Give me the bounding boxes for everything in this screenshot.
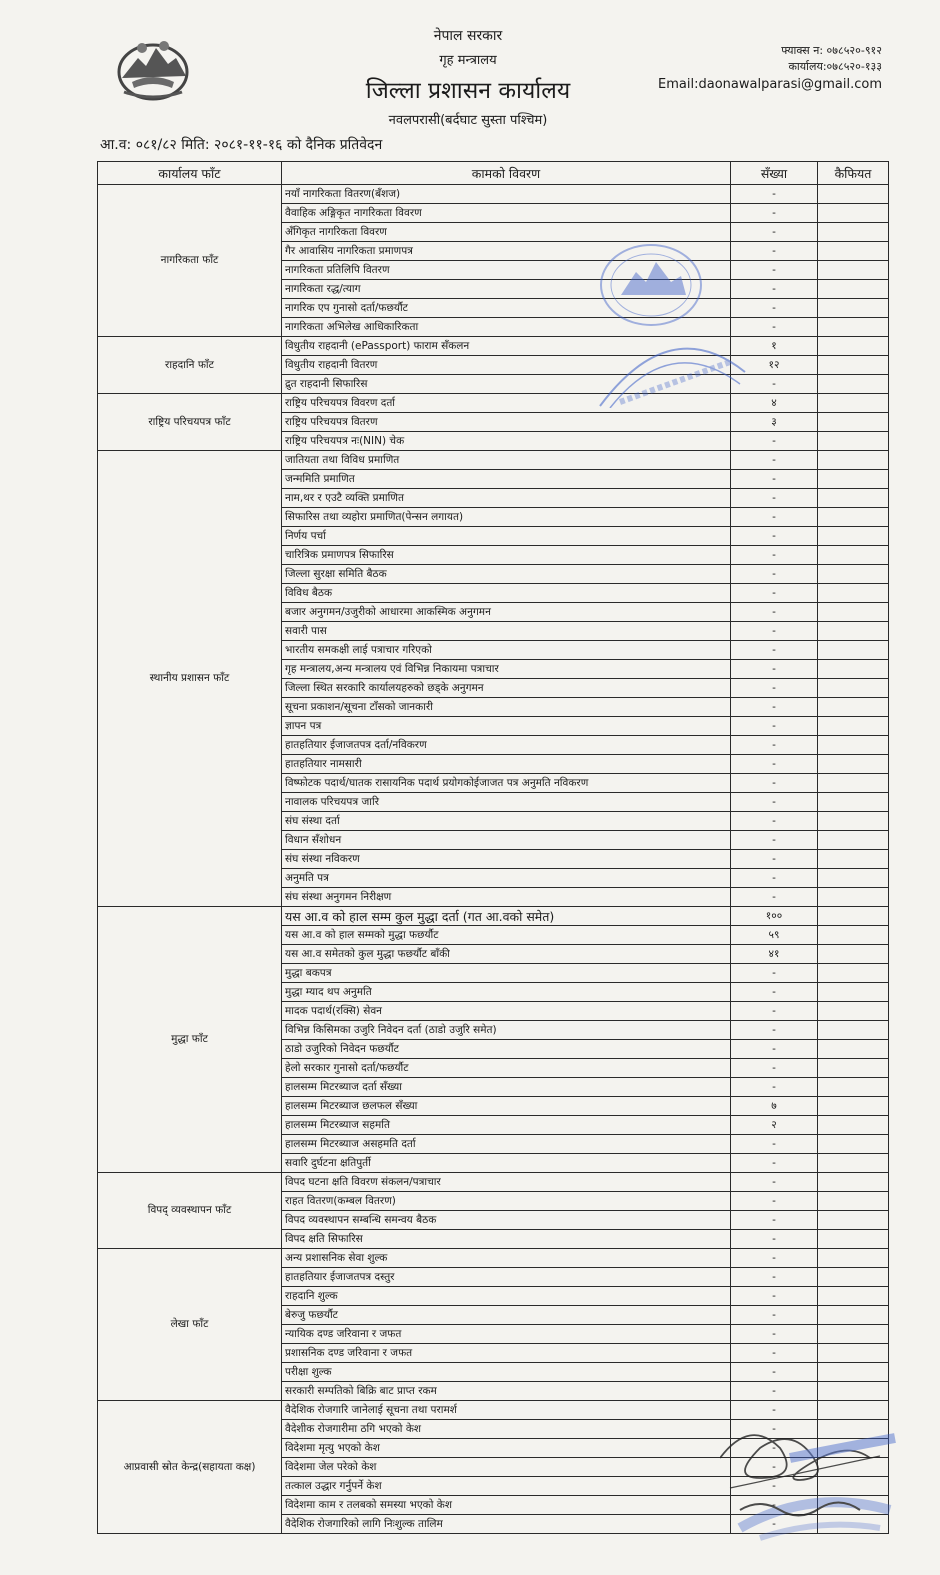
work-count: - bbox=[731, 1477, 818, 1496]
work-description: राष्ट्रिय परिचयपत्र वितरण bbox=[282, 413, 731, 432]
work-count: - bbox=[731, 1306, 818, 1325]
work-description: जातियता तथा विविध प्रमाणित bbox=[282, 451, 731, 470]
work-description: विधुतीय राहदानी वितरण bbox=[282, 356, 731, 375]
remarks-cell bbox=[818, 1135, 889, 1154]
section-name: स्थानीय प्रशासन फाँट bbox=[98, 451, 282, 907]
remarks-cell bbox=[818, 1363, 889, 1382]
work-count: - bbox=[731, 1496, 818, 1515]
section-name: विपद् व्यवस्थापन फाँट bbox=[98, 1173, 282, 1249]
work-description: यस आ.व समेतको कुल मुद्धा फछर्यौट बाँकी bbox=[282, 945, 731, 964]
remarks-cell bbox=[818, 831, 889, 850]
work-description: वैदेशिक रोजगारिको लागि निःशुल्क तालिम bbox=[282, 1515, 731, 1534]
office-location: नवलपरासी(बर्दघाट सुस्ता पश्चिम) bbox=[388, 113, 548, 128]
remarks-cell bbox=[818, 850, 889, 869]
work-count: - bbox=[731, 1192, 818, 1211]
work-description: द्रुत राहदानी सिफारिस bbox=[282, 375, 731, 394]
work-count: - bbox=[731, 1249, 818, 1268]
work-count: १ bbox=[731, 337, 818, 356]
work-count: - bbox=[731, 527, 818, 546]
remarks-cell bbox=[818, 1382, 889, 1401]
work-count: - bbox=[731, 1515, 818, 1534]
work-description: राष्ट्रिय परिचयपत्र विवरण दर्ता bbox=[282, 394, 731, 413]
work-count: - bbox=[731, 1040, 818, 1059]
work-count: - bbox=[731, 1173, 818, 1192]
remarks-cell bbox=[818, 945, 889, 964]
remarks-cell bbox=[818, 1002, 889, 1021]
work-description: तत्काल उद्धार गर्नुपर्ने केश bbox=[282, 1477, 731, 1496]
work-count: - bbox=[731, 793, 818, 812]
remarks-cell bbox=[818, 546, 889, 565]
remarks-cell bbox=[818, 356, 889, 375]
work-count: - bbox=[731, 451, 818, 470]
work-description: राहदानि शुल्क bbox=[282, 1287, 731, 1306]
remarks-cell bbox=[818, 394, 889, 413]
work-count: - bbox=[731, 755, 818, 774]
remarks-cell bbox=[818, 698, 889, 717]
column-header-description: कामको विवरण bbox=[282, 162, 731, 185]
work-description: हातहतियार नामसारी bbox=[282, 755, 731, 774]
remarks-cell bbox=[818, 641, 889, 660]
work-description: जिल्ला सुरक्षा समिति बैठक bbox=[282, 565, 731, 584]
remarks-cell bbox=[818, 755, 889, 774]
remarks-cell bbox=[818, 622, 889, 641]
work-description: विविध बैठक bbox=[282, 584, 731, 603]
work-count: - bbox=[731, 774, 818, 793]
work-description: वैदेशिक रोजगारि जानेलाई सूचना तथा परामर्श bbox=[282, 1401, 731, 1420]
column-header-section: कार्यालय फाँट bbox=[98, 162, 282, 185]
work-count: - bbox=[731, 1458, 818, 1477]
remarks-cell bbox=[818, 1116, 889, 1135]
work-count: - bbox=[731, 1211, 818, 1230]
work-description: विष्फोटक पदार्थ/घातक रासायनिक पदार्थ प्रयोगकोईजाजत पत्र अनुमति नविकरण bbox=[282, 774, 731, 793]
work-description: नागरिकता अभिलेख आधिकारिकता bbox=[282, 318, 731, 337]
remarks-cell bbox=[818, 907, 889, 926]
work-description: अन्य प्रशासनिक सेवा शुल्क bbox=[282, 1249, 731, 1268]
work-count: - bbox=[731, 831, 818, 850]
remarks-cell bbox=[818, 888, 889, 907]
work-description: विपद घटना क्षति विवरण संकलन/पत्राचार bbox=[282, 1173, 731, 1192]
work-count: - bbox=[731, 1059, 818, 1078]
work-description: जन्ममिति प्रमाणित bbox=[282, 470, 731, 489]
work-description: ठाडो उजुरिको निवेदन फछर्यौट bbox=[282, 1040, 731, 1059]
remarks-cell bbox=[818, 774, 889, 793]
work-count: - bbox=[731, 242, 818, 261]
work-count: - bbox=[731, 622, 818, 641]
work-count: ७ bbox=[731, 1097, 818, 1116]
column-header-count: सँख्या bbox=[731, 162, 818, 185]
work-description: हेलो सरकार गुनासो दर्ता/फछर्यौट bbox=[282, 1059, 731, 1078]
work-description: हातहतियार ईजाजतपत्र दस्तुर bbox=[282, 1268, 731, 1287]
work-description: विभिन्न किसिमका उजुरि निवेदन दर्ता (ठाडो उजुरि समेत) bbox=[282, 1021, 731, 1040]
remarks-cell bbox=[818, 869, 889, 888]
work-count: - bbox=[731, 717, 818, 736]
remarks-cell bbox=[818, 1325, 889, 1344]
work-description: नाम,थर र एउटै व्यक्ति प्रमाणित bbox=[282, 489, 731, 508]
remarks-cell bbox=[818, 679, 889, 698]
remarks-cell bbox=[818, 204, 889, 223]
daily-report-table bbox=[97, 161, 889, 1534]
work-description: हालसम्म मिटरब्याज सहमति bbox=[282, 1116, 731, 1135]
work-count: - bbox=[731, 964, 818, 983]
report-title: आ.व: ०८१/८२ मिति: २०८१-११-१६ को दैनिक प्रतिवेदन bbox=[100, 137, 383, 153]
remarks-cell bbox=[818, 1021, 889, 1040]
work-count: - bbox=[731, 204, 818, 223]
work-count: - bbox=[731, 1420, 818, 1439]
work-count: - bbox=[731, 1230, 818, 1249]
section-name: राष्ट्रिय परिचयपत्र फाँट bbox=[98, 394, 282, 451]
remarks-cell bbox=[818, 717, 889, 736]
remarks-cell bbox=[818, 318, 889, 337]
work-description: गृह मन्त्रालय,अन्य मन्त्रालय एवं विभिन्न निकायमा पत्राचार bbox=[282, 660, 731, 679]
remarks-cell bbox=[818, 565, 889, 584]
remarks-cell bbox=[818, 1059, 889, 1078]
work-description: विधान सँशोधन bbox=[282, 831, 731, 850]
work-count: - bbox=[731, 470, 818, 489]
work-description: भारतीय समकक्षी लाई पत्राचार गरिएको bbox=[282, 641, 731, 660]
remarks-cell bbox=[818, 1078, 889, 1097]
work-count: - bbox=[731, 869, 818, 888]
section-name: मुद्धा फाँट bbox=[98, 907, 282, 1173]
work-count: - bbox=[731, 508, 818, 527]
remarks-cell bbox=[818, 337, 889, 356]
work-count: - bbox=[731, 1439, 818, 1458]
work-count: ५९ bbox=[731, 926, 818, 945]
office-phone: कार्यालय:०७८५२०-१३३ bbox=[788, 60, 882, 73]
remarks-cell bbox=[818, 812, 889, 831]
remarks-cell bbox=[818, 1344, 889, 1363]
work-description: विदेशमा जेल परेको केश bbox=[282, 1458, 731, 1477]
work-count: - bbox=[731, 1021, 818, 1040]
work-count: - bbox=[731, 584, 818, 603]
remarks-cell bbox=[818, 508, 889, 527]
work-count: - bbox=[731, 1002, 818, 1021]
remarks-cell bbox=[818, 1097, 889, 1116]
table-row bbox=[98, 1173, 889, 1192]
remarks-cell bbox=[818, 223, 889, 242]
remarks-cell bbox=[818, 1230, 889, 1249]
table-header-row bbox=[98, 162, 889, 185]
work-count: - bbox=[731, 1078, 818, 1097]
remarks-cell bbox=[818, 736, 889, 755]
table-row bbox=[98, 337, 889, 356]
work-count: - bbox=[731, 1287, 818, 1306]
work-description: नागरिकता रद्ध/त्याग bbox=[282, 280, 731, 299]
work-count: - bbox=[731, 1401, 818, 1420]
work-description: यस आ.व को हाल सम्म कुल मुद्धा दर्ता (गत आ.वको समेत) bbox=[282, 907, 731, 926]
work-count: - bbox=[731, 1268, 818, 1287]
work-description: गैर आवासिय नागरिकता प्रमाणपत्र bbox=[282, 242, 731, 261]
work-count: - bbox=[731, 641, 818, 660]
work-description: अनुमति पत्र bbox=[282, 869, 731, 888]
remarks-cell bbox=[818, 470, 889, 489]
column-header-remarks: कैफियत bbox=[818, 162, 889, 185]
remarks-cell bbox=[818, 489, 889, 508]
remarks-cell bbox=[818, 1173, 889, 1192]
work-count: - bbox=[731, 1382, 818, 1401]
work-description: सरकारी सम्पतिको बिक्रि बाट प्राप्त रकम bbox=[282, 1382, 731, 1401]
remarks-cell bbox=[818, 1287, 889, 1306]
work-description: ज्ञापन पत्र bbox=[282, 717, 731, 736]
email-address: Email:daonawalparasi@gmail.com bbox=[658, 77, 882, 92]
remarks-cell bbox=[818, 527, 889, 546]
remarks-cell bbox=[818, 964, 889, 983]
work-description: नागरिकता प्रतिलिपि वितरण bbox=[282, 261, 731, 280]
work-count: - bbox=[731, 679, 818, 698]
work-count: - bbox=[731, 318, 818, 337]
remarks-cell bbox=[818, 660, 889, 679]
work-count: ४१ bbox=[731, 945, 818, 964]
work-count: - bbox=[731, 660, 818, 679]
work-description: विधुतीय राहदानी (ePassport) फाराम सँकलन bbox=[282, 337, 731, 356]
signature-and-approval-stamp bbox=[720, 1418, 900, 1558]
remarks-cell bbox=[818, 432, 889, 451]
work-count: - bbox=[731, 375, 818, 394]
work-description: हालसम्म मिटरब्याज छलफल सँख्या bbox=[282, 1097, 731, 1116]
remarks-cell bbox=[818, 1211, 889, 1230]
work-count: - bbox=[731, 432, 818, 451]
work-description: वैवाहिक अङ्गिकृत नागरिकता विवरण bbox=[282, 204, 731, 223]
work-count: १२ bbox=[731, 356, 818, 375]
work-count: - bbox=[731, 565, 818, 584]
remarks-cell bbox=[818, 1154, 889, 1173]
remarks-cell bbox=[818, 1401, 889, 1420]
work-count: - bbox=[731, 850, 818, 869]
work-description: मुद्धा म्याद थप अनुमति bbox=[282, 983, 731, 1002]
remarks-cell bbox=[818, 242, 889, 261]
work-count: - bbox=[731, 223, 818, 242]
remarks-cell bbox=[818, 299, 889, 318]
work-description: राष्ट्रिय परिचयपत्र नः(NIN) चेक bbox=[282, 432, 731, 451]
work-count: - bbox=[731, 261, 818, 280]
remarks-cell bbox=[818, 1268, 889, 1287]
work-description: नावालक परिचयपत्र जारि bbox=[282, 793, 731, 812]
work-count: - bbox=[731, 546, 818, 565]
remarks-cell bbox=[818, 1192, 889, 1211]
work-description: नागरिक एप गुनासो दर्ता/फछर्यौट bbox=[282, 299, 731, 318]
office-seal-icon bbox=[596, 240, 706, 330]
work-count: - bbox=[731, 1325, 818, 1344]
table-row bbox=[98, 394, 889, 413]
work-description: बेरुजु फछर्यौट bbox=[282, 1306, 731, 1325]
work-description: संघ संस्था नविकरण bbox=[282, 850, 731, 869]
table-row bbox=[98, 1249, 889, 1268]
remarks-cell bbox=[818, 1249, 889, 1268]
work-description: परीक्षा शुल्क bbox=[282, 1363, 731, 1382]
work-description: बजार अनुगमन/उजुरीको आधारमा आकस्मिक अनुगमन bbox=[282, 603, 731, 622]
fax-number: फ्याक्स न: ०७८५२०-९१२ bbox=[781, 44, 882, 57]
remarks-cell bbox=[818, 793, 889, 812]
work-count: - bbox=[731, 603, 818, 622]
contact-block bbox=[658, 43, 882, 93]
work-description: मादक पदार्थ(रक्सि) सेवन bbox=[282, 1002, 731, 1021]
work-count: ४ bbox=[731, 394, 818, 413]
work-description: सवारि दुर्घटना क्षतिपुर्ती bbox=[282, 1154, 731, 1173]
remarks-cell bbox=[818, 983, 889, 1002]
work-description: संघ संस्था अनुगमन निरीक्षण bbox=[282, 888, 731, 907]
work-description: विदेशमा मृत्यु भएको केश bbox=[282, 1439, 731, 1458]
work-description: सिफारिस तथा व्यहोरा प्रमाणित(पेन्सन लगायत) bbox=[282, 508, 731, 527]
work-description: हातहतियार ईजाजतपत्र दर्ता/नविकरण bbox=[282, 736, 731, 755]
table-row bbox=[98, 907, 889, 926]
work-count: - bbox=[731, 736, 818, 755]
table-row bbox=[98, 1401, 889, 1420]
work-description: अँगिकृत नागरिकता विवरण bbox=[282, 223, 731, 242]
work-description: प्रशासनिक दण्ड जरिवाना र जफत bbox=[282, 1344, 731, 1363]
work-description: हालसम्म मिटरब्याज असहमति दर्ता bbox=[282, 1135, 731, 1154]
work-count: - bbox=[731, 1344, 818, 1363]
work-count: - bbox=[731, 280, 818, 299]
office-name: जिल्ला प्रशासन कार्यालय bbox=[365, 78, 571, 104]
section-name: आप्रवासी स्रोत केन्द्र(सहायता कक्ष) bbox=[98, 1401, 282, 1534]
work-count: २ bbox=[731, 1116, 818, 1135]
letterhead bbox=[0, 0, 940, 140]
remarks-cell bbox=[818, 451, 889, 470]
table-row bbox=[98, 451, 889, 470]
work-description: विपद क्षति सिफारिस bbox=[282, 1230, 731, 1249]
work-description: चारित्रिक प्रमाणपत्र सिफारिस bbox=[282, 546, 731, 565]
section-name: नागरिकता फाँट bbox=[98, 185, 282, 337]
table-row bbox=[98, 185, 889, 204]
work-count: - bbox=[731, 888, 818, 907]
work-description: राहत वितरण(कम्बल वितरण) bbox=[282, 1192, 731, 1211]
work-count: - bbox=[731, 489, 818, 508]
work-description: विदेशमा काम र तलबको समस्या भएको केश bbox=[282, 1496, 731, 1515]
work-count: - bbox=[731, 698, 818, 717]
work-description: मुद्धा बकपत्र bbox=[282, 964, 731, 983]
remarks-cell bbox=[818, 603, 889, 622]
section-name: राहदानि फाँट bbox=[98, 337, 282, 394]
remarks-cell bbox=[818, 584, 889, 603]
remarks-cell bbox=[818, 413, 889, 432]
office-seal-text-icon bbox=[590, 322, 750, 408]
work-description: वैदेशीक रोजगारीमा ठगि भएको केश bbox=[282, 1420, 731, 1439]
work-description: निर्णय पर्चा bbox=[282, 527, 731, 546]
work-description: विपद व्यवस्थापन सम्बन्धि समन्वय बैठक bbox=[282, 1211, 731, 1230]
remarks-cell bbox=[818, 185, 889, 204]
work-description: न्यायिक दण्ड जरिवाना र जफत bbox=[282, 1325, 731, 1344]
work-count: - bbox=[731, 1154, 818, 1173]
remarks-cell bbox=[818, 1306, 889, 1325]
work-description: सूचना प्रकाशन/सूचना टाँसको जानकारी bbox=[282, 698, 731, 717]
work-count: - bbox=[731, 185, 818, 204]
work-count: १०० bbox=[731, 907, 818, 926]
ministry-name: गृह मन्त्रालय bbox=[439, 53, 497, 68]
work-description: सवारी पास bbox=[282, 622, 731, 641]
government-name: नेपाल सरकार bbox=[433, 28, 503, 44]
work-count: - bbox=[731, 1363, 818, 1382]
work-count: ३ bbox=[731, 413, 818, 432]
section-name: लेखा फाँट bbox=[98, 1249, 282, 1401]
work-description: जिल्ला स्थित सरकारि कार्यालयहरुको छड्के अनुगमन bbox=[282, 679, 731, 698]
work-count: - bbox=[731, 1135, 818, 1154]
work-count: - bbox=[731, 983, 818, 1002]
remarks-cell bbox=[818, 375, 889, 394]
work-description: यस आ.व को हाल सम्मको मुद्धा फछर्यौट bbox=[282, 926, 731, 945]
remarks-cell bbox=[818, 926, 889, 945]
work-count: - bbox=[731, 299, 818, 318]
remarks-cell bbox=[818, 1040, 889, 1059]
remarks-cell bbox=[818, 261, 889, 280]
remarks-cell bbox=[818, 280, 889, 299]
work-description: नयाँ नागरिकता वितरण(बँशज) bbox=[282, 185, 731, 204]
work-description: संघ संस्था दर्ता bbox=[282, 812, 731, 831]
work-description: हालसम्म मिटरब्याज दर्ता सँख्या bbox=[282, 1078, 731, 1097]
work-count: - bbox=[731, 812, 818, 831]
